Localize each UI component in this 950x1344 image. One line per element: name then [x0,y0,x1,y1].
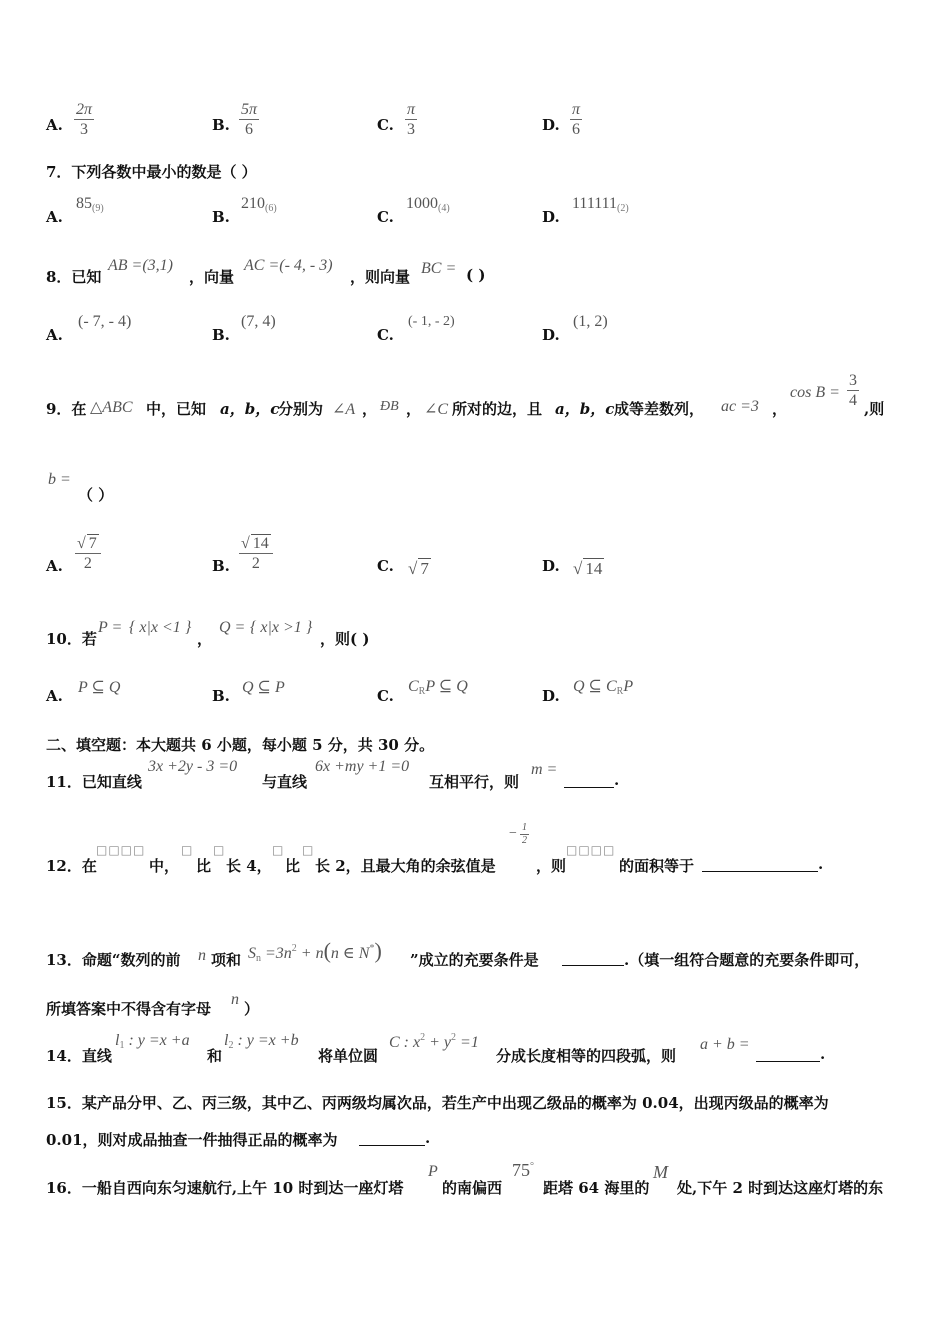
q12-area-text: 的面积等于 [619,857,695,875]
q12-placeholder-triangle-2: □□□□ [566,843,616,857]
q12-end: . [818,855,824,873]
q9-angle-a: ∠A [332,401,356,418]
q12-zhong: 中， [149,857,180,875]
q8-num: 8．已知 [46,268,102,286]
q6-c-num: π [407,101,416,118]
q9-sep-1: ， [362,400,378,418]
q12-ze: ，则 [536,857,567,875]
q8-then-text: ，则向量 [350,268,411,286]
q16-angle [512,1160,534,1181]
q15-line-2: 0.01，则对成品抽查一件抽得正品的概率为 [46,1131,338,1149]
q11-m-eq: m = [531,761,558,778]
q10-c-c: C [408,678,419,695]
q13-s: S [248,945,256,962]
q10-comma: ， [197,630,213,648]
q12-placeholder-side-1: □ [181,843,194,857]
q10-then: ，则( ) [320,630,370,648]
q14-l1: l [115,1032,120,1049]
q9-cos-fraction [847,372,859,411]
q15-answer-blank [359,1129,425,1146]
q12-answer-blank [702,855,818,872]
q8-answer-paren: ( ) [466,266,486,284]
q10-q-set: { x|x >1 } [250,619,313,636]
q12-chang-4: 长 4， [226,857,272,875]
q13-sum-formula: $S_n =3n^2 + n(n$ ∈ N*) [248,938,382,964]
q16-num: 16．一船自西向东匀速航行,上午 10 时到达一座灯塔 [46,1179,404,1197]
q13-s-sub: n [256,953,261,964]
q11-mid: 与直线 [262,773,308,791]
q9-text-1: 中，已知 [146,400,207,418]
q12-bi-2: 比 [285,857,301,875]
q13-cond: n ∈ N [330,945,370,962]
q8-option-d-label: D. [542,326,560,344]
q8-option-b-value: (7, 4) [241,313,276,330]
q6-option-a-label: A. [46,116,63,134]
q7-a-radix: (9) [92,203,104,214]
q9-b-den: 2 [251,555,260,572]
q7-a-base: 85 [76,195,92,212]
section-2-heading: 二、填空题：本大题共 6 小题，每小题 5 分，共 30 分。 [46,736,435,754]
q9-abc-2: a，b，c [555,400,615,418]
q14-l2-sub: 2 [228,1040,234,1051]
q7-option-c-value [406,195,450,214]
q6-a-num: 2π [76,101,93,118]
q9-d-root: 14 [585,559,603,578]
q14-circle [389,1032,479,1052]
q16-m: M [653,1162,668,1182]
q13-sq: 2 [291,943,297,954]
q10-option-c-label: C. [377,687,394,705]
q8-option-d-value: (1, 2) [573,313,608,330]
q7-option-b-value [241,195,277,214]
q10-option-a-label: A. [46,687,63,705]
q14-answer-blank [756,1045,820,1062]
q6-option-b-label: B. [212,116,230,134]
q7-option-d-label: D. [542,208,560,226]
q13-t3: .（填一组符合题意的充要条件即可， [624,951,870,969]
q9-b-root: 14 [252,535,269,552]
q13-rest: + n [296,945,324,962]
q10-c-rest: P ⊆ Q [425,678,468,695]
q11-line-1: 3x +2y - 3 =0 [148,758,238,775]
q9-abc-1: a，b，c [220,400,280,418]
q14-l2: l [224,1032,229,1049]
q14-ab-eq: a + b = [700,1036,750,1053]
q6-option-a-fraction [74,101,94,140]
q9-cos-b: cos B = [790,384,840,401]
q9-option-a-label: A. [46,557,63,575]
q12-half-fraction [520,822,529,847]
q14-circle-c: C : x [389,1034,421,1051]
q9-option-c-label: C. [377,557,394,575]
q14-num: 14．直线 [46,1047,112,1065]
q12-placeholder-triangle-1: □□□□ [96,843,146,857]
q10-option-b-value: Q ⊆ P [242,679,285,696]
q9-cos-num: 3 [849,372,857,389]
q10-p-set-body: x|x <1 [139,619,181,636]
q14-l1-eq: : y =x +a [124,1032,190,1049]
q14-he: 和 [207,1047,223,1065]
q10-option-a-value: P ⊆ Q [78,679,121,696]
q12-bi-1: 比 [196,857,212,875]
q11-end: . [614,771,620,789]
q14-l1-sub: 1 [119,1040,125,1051]
q9-text-3: 所对的边，且 [452,400,543,418]
q10-c-sub: R [418,686,426,697]
q7-d-base: 111111 [572,195,618,212]
q7-c-radix: (4) [438,203,450,214]
q9-a-root: 7 [88,535,97,552]
q14-sq-1: 2 [420,1032,426,1043]
q9-option-a-fraction: $\frac{√ 7}{2}$ [75,534,101,574]
q13-star: * [369,943,375,954]
q6-b-den: 6 [245,121,253,138]
q16-t2: 距塔 64 海里的 [543,1179,650,1197]
q9-comma: ， [772,400,788,418]
q8-option-b-label: B. [212,326,230,344]
q6-d-den: 6 [572,121,580,138]
q14-t1: 将单位圆 [318,1047,379,1065]
q14-line-l1 [115,1032,190,1051]
q10-option-d-value [573,676,633,697]
q6-option-b-fraction [239,101,259,140]
q12-placeholder-side-2: □ [213,843,226,857]
q14-sq-2: 2 [451,1032,457,1043]
q9-then: ,则 [864,400,885,418]
q9-option-d-label: D. [542,557,560,575]
q11-answer-blank [564,771,614,788]
q7-option-c-label: C. [377,208,394,226]
q8-option-c-label: C. [377,326,394,344]
q9-angle-c: ∠C [424,401,449,418]
q7-b-radix: (6) [265,203,277,214]
q16-deg: 75 [512,1160,530,1180]
q13-t1: 项和 [211,951,242,969]
q13-answer-blank [562,949,624,966]
q10-p-set: { x|x <1 } [129,619,192,636]
q13-n-2: n [231,991,239,1008]
q7-stem: 7．下列各数中最小的数是（ ） [46,163,257,181]
q10-num: 10．若 [46,630,97,648]
q14-line-l2 [224,1032,299,1051]
q9-text-4: 成等差数列， [614,400,705,418]
q14-end: . [820,1045,826,1063]
q13-t2: ”成立的充要条件是 [410,951,539,969]
q11-text: 互相平行，则 [429,773,520,791]
q16-circ: ° [530,1161,534,1172]
q9-b-eq: b = [48,471,71,488]
q6-b-num: 5π [241,101,258,118]
q12-neg-sign: − [509,826,517,841]
q9-option-b-label: B. [212,557,230,575]
q9-cos-den: 4 [849,392,857,409]
q9-angle-b: ÐB [380,399,399,414]
q10-d-rest: P [623,678,634,695]
q6-d-num: π [572,101,581,118]
q10-d-c: Q ⊆ C [573,678,617,695]
q12-placeholder-side-4: □ [302,843,315,857]
q6-c-den: 3 [407,121,415,138]
q6-option-c-fraction [405,101,417,140]
q7-option-a-label: A. [46,208,63,226]
q10-p-eq: P = [98,619,123,636]
q11-line-2: 6x +my +1 =0 [315,758,410,775]
q9-c-root: 7 [420,559,429,578]
q7-option-d-value [572,195,629,214]
q12-num: 12．在 [46,857,97,875]
q9-triangle: △ABC [90,399,133,416]
q8-vector-ac: AC =(- 4, - 3) [244,257,333,274]
q15-end: . [425,1129,431,1147]
q13-n: n [198,947,206,964]
q13-num: 13．命题“数列的前 [46,951,181,969]
q8-mid-text: ，向量 [189,268,235,286]
q8-option-c-value: (- 1, - 2) [408,314,455,329]
q6-option-c-label: C. [377,116,394,134]
q14-l2-eq: : y =x +b [233,1032,299,1049]
q10-option-c-value [408,676,468,697]
q10-q-eq: Q = [219,619,246,636]
q9-option-d-value: √ 14 [573,559,603,578]
q16-t3: 处,下午 2 时到达这座灯塔的东 [677,1179,884,1197]
q8-vector-bc: BC = [421,260,457,277]
q7-option-b-label: B. [212,208,230,226]
q7-c-base: 1000 [406,195,438,212]
q12-chang-2: 长 2，且最大角的余弦值是 [315,857,496,875]
q9-text-2: 分别为 [278,400,324,418]
q13-eq: =3n [265,945,292,962]
q7-option-a-value [76,195,104,214]
q10-option-d-label: D. [542,687,560,705]
q16-p: P [428,1163,438,1180]
q7-d-radix: (2) [617,203,629,214]
q9-sep-2: ， [406,400,422,418]
q12-half-den: 2 [522,835,527,846]
q12-placeholder-side-3: □ [272,843,285,857]
q10-q-set-body: x|x >1 [260,619,302,636]
q10-d-sub: R [616,686,624,697]
q15-line-1: 15．某产品分甲、乙、丙三级，其中乙、丙两级均属次品，若生产中出现乙级品的概率为 0.04，出现丙级品的概率为 [46,1094,829,1112]
q14-t2: 分成长度相等的四段弧，则 [496,1047,677,1065]
q9-answer-paren: （ ） [78,486,114,504]
q13-line-2: 所填答案中不得含有字母 [46,1000,212,1018]
q9-a-den: 2 [83,555,92,572]
q9-option-b-fraction: $\frac{√ 14}{2}$ [239,534,273,574]
q14-plus: + y [425,1034,452,1051]
q6-option-d-label: D. [542,116,560,134]
q10-option-b-label: B. [212,687,230,705]
q14-eq1: =1 [456,1034,479,1051]
q16-t1: 的南偏西 [442,1179,503,1197]
q11-num: 11．已知直线 [46,773,142,791]
q6-option-d-fraction [570,101,582,140]
q6-a-den: 3 [80,121,88,138]
q9-option-c-value: √ 7 [408,559,429,578]
q9-num: 9．在 [46,400,87,418]
q9-ac-eq: ac =3 [721,398,759,415]
q13-close: ） [244,1000,260,1018]
q8-option-a-value: (- 7, - 4) [78,313,132,330]
q8-option-a-label: A. [46,326,63,344]
q8-vector-ab: AB =(3,1) [108,257,173,274]
q12-half-num: 1 [522,822,527,833]
q7-b-base: 210 [241,195,265,212]
